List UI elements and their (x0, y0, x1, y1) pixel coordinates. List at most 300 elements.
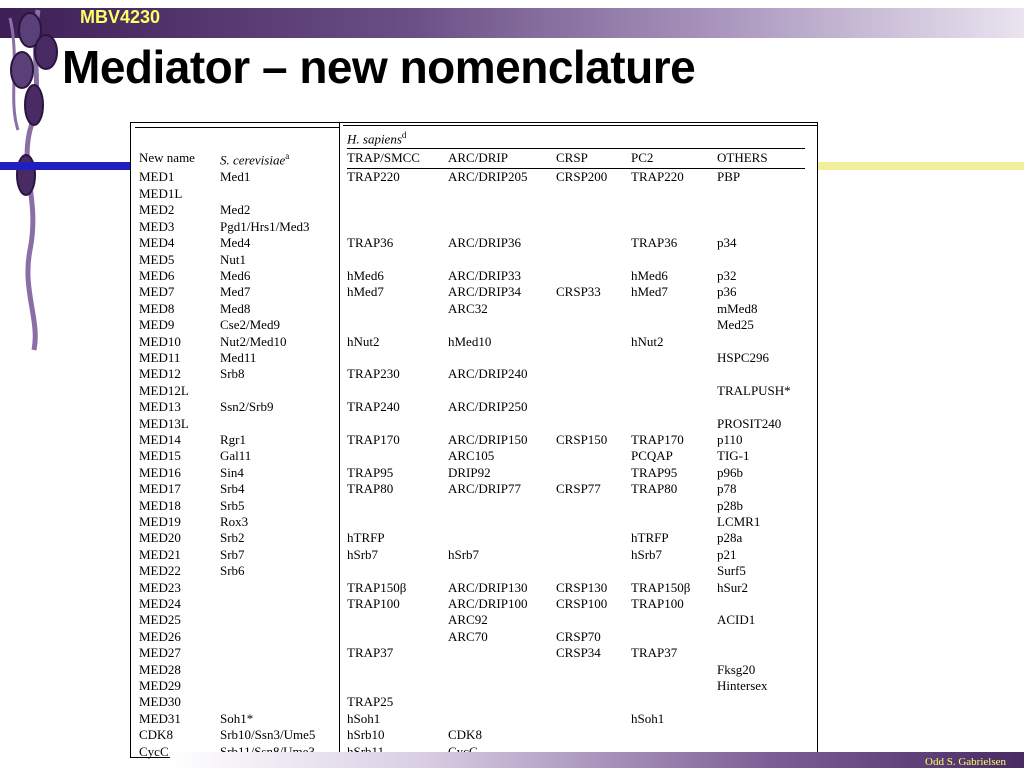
table-cell: Fksg20 (717, 661, 756, 677)
table-row (139, 711, 805, 727)
table-cell: MED13 (139, 399, 181, 415)
table-cell: ARC/DRIP100 (448, 596, 528, 612)
table-cell: MED4 (139, 235, 175, 251)
table-cell (220, 629, 347, 645)
table-cell (631, 301, 717, 317)
table-cell: Nut1 (220, 251, 246, 267)
table-cell: MED12 (139, 366, 181, 382)
table-cell (631, 514, 717, 530)
table-cell: CRSP100 (556, 596, 608, 612)
table-cell: HSPC296 (717, 349, 770, 365)
table-cell (448, 563, 556, 579)
table-cell (220, 662, 347, 678)
table-cell: ARC/DRIP150 (448, 431, 528, 447)
table-cell: Med7 (220, 284, 251, 300)
table-cell (448, 350, 556, 366)
table-cell: TRAP220 (631, 169, 684, 185)
table-cell: TRAP80 (631, 481, 678, 497)
table-cell: ARC/DRIP36 (448, 235, 521, 251)
table-row (139, 383, 805, 399)
table-cell (347, 678, 448, 694)
table-row (139, 498, 805, 514)
bead-3 (11, 52, 33, 88)
table-cell (556, 317, 631, 333)
nomenclature-table-card (130, 122, 818, 758)
table-cell (556, 350, 631, 366)
table-header-species-row (139, 127, 805, 148)
table-cell: CRSP77 (556, 481, 601, 497)
table-cell: hMed7 (631, 284, 668, 300)
table-cell (556, 694, 631, 710)
table-cell: TRAP220 (347, 169, 400, 185)
table-cell: Med4 (220, 235, 251, 251)
bead-5 (17, 155, 35, 195)
table-cell: hNut2 (347, 333, 380, 349)
table-cell (631, 416, 717, 432)
table-cell: TRALPUSH* (717, 382, 791, 398)
table-cell: Srb2 (220, 530, 245, 546)
table-cell: p21 (717, 546, 737, 562)
table-row (139, 727, 805, 743)
table-cell (556, 530, 631, 546)
table-cell (717, 252, 805, 268)
table-cell: Srb10/Ssn3/Ume5 (220, 727, 316, 743)
table-cell: Srb8 (220, 366, 245, 382)
table-cell (631, 383, 717, 399)
table-row (139, 563, 805, 579)
table-cell: LCMR1 (717, 514, 761, 529)
table-cell: ARC/DRIP77 (448, 481, 521, 497)
table-cell: MED8 (139, 300, 175, 316)
table-row (139, 350, 805, 366)
table-row (139, 596, 805, 612)
table-cell (556, 186, 631, 202)
table-row (139, 301, 805, 317)
table-cell (448, 202, 556, 218)
table-cell: MED29 (139, 678, 181, 694)
table-cell (556, 563, 631, 579)
table-cell: MED27 (139, 645, 181, 661)
table-cell: ARC/DRIP33 (448, 267, 521, 283)
table-cell: hMed7 (347, 284, 384, 300)
table-cell: Med1 (220, 169, 251, 185)
table-cell (448, 498, 556, 514)
table-rule (343, 125, 817, 126)
table-cell: TRAP37 (631, 645, 678, 661)
table-cell: p110 (717, 431, 743, 447)
table-cell (631, 317, 717, 333)
table-cell: TRAP95 (631, 464, 678, 480)
table-cell: TRAP150β (631, 579, 691, 595)
table-row (139, 366, 805, 382)
table-row (139, 252, 805, 268)
table-cell (220, 416, 347, 432)
table-cell: Gal11 (220, 448, 252, 464)
table-cell (717, 399, 805, 415)
table-cell (717, 629, 805, 645)
table-cell (556, 202, 631, 218)
table-cell: Med2 (220, 202, 251, 218)
table-cell: CRSP130 (556, 579, 608, 595)
table-cell (448, 711, 556, 727)
table-row (139, 432, 805, 448)
table-cell (717, 694, 805, 710)
table-cell (631, 202, 717, 218)
table-cell: ARC/DRIP240 (448, 366, 528, 382)
table-cell (220, 678, 347, 694)
table-cell: MED11 (139, 349, 181, 365)
table-cell: Ssn2/Srb9 (220, 399, 274, 415)
table-row (139, 334, 805, 350)
table-cell (347, 252, 448, 268)
table-cell: CDK8 (448, 727, 482, 743)
table-cell: ARC32 (448, 300, 488, 316)
table-cell: Srb6 (220, 563, 245, 579)
table-cell (347, 416, 448, 432)
table-cell (631, 186, 717, 202)
table-cell: hSrb7 (448, 546, 480, 562)
table-cell: hMed10 (448, 333, 492, 349)
table-cell: CRSP150 (556, 431, 608, 447)
table-cell (717, 334, 805, 350)
table-cell: CDK8 (139, 727, 173, 743)
table-cell: PROSIT240 (717, 415, 782, 431)
table-cell: MED9 (139, 317, 175, 333)
table-cell: TRAP170 (631, 431, 684, 447)
table-cell: Srb5 (220, 497, 245, 513)
table-cell: PBP (717, 169, 741, 185)
table-cell (717, 366, 805, 382)
table-row (139, 580, 805, 596)
table-cell: ARC/DRIP130 (448, 579, 528, 595)
table-row (139, 448, 805, 464)
table-cell: CRSP70 (556, 628, 601, 644)
table-cell (556, 383, 631, 399)
bead-2 (35, 35, 57, 69)
table-cell: TRAP150β (347, 579, 407, 595)
table-cell: hMed6 (631, 267, 668, 283)
table-cell: CycC (139, 743, 169, 759)
table-cell (347, 383, 448, 399)
header-empty-cell (139, 127, 220, 148)
table-cell (448, 694, 556, 710)
footer-band (170, 752, 1024, 768)
table-cell (347, 629, 448, 645)
header-column: TRAP/SMCC (347, 148, 448, 169)
header-cerevisiae-footnote: a (285, 151, 290, 162)
table-cell: hSrb7 (347, 546, 379, 562)
table-cell: TRAP25 (347, 694, 394, 710)
table-cell: MED24 (139, 596, 181, 612)
table-cell: TRAP95 (347, 464, 394, 480)
table-cell: TRAP36 (347, 235, 394, 251)
table-cell (556, 662, 631, 678)
table-cell (717, 727, 805, 743)
table-cell (220, 694, 347, 710)
table-cell (717, 219, 805, 235)
table-cell: p78 (717, 481, 737, 497)
table-cell: hSrb7 (631, 546, 663, 562)
table-row (139, 416, 805, 432)
table-cell (347, 563, 448, 579)
table-row (139, 235, 805, 251)
table-cell (448, 219, 556, 235)
table-cell: TIG-1 (717, 448, 750, 464)
table-row (139, 678, 805, 694)
table-cell: Sin4 (220, 464, 244, 480)
table-cell: Pgd1/Hrs1/Med3 (220, 218, 310, 234)
table-cell: MED16 (139, 464, 181, 480)
header-new-name: New name (139, 150, 195, 166)
table-cell: TRAP100 (631, 596, 684, 612)
table-cell (631, 612, 717, 628)
table-cell: MED21 (139, 546, 181, 562)
header-column: PC2 (631, 148, 717, 169)
table-cell: MED18 (139, 497, 181, 513)
table-cell (347, 514, 448, 530)
table-cell (631, 694, 717, 710)
table-row (139, 645, 805, 661)
table-cell: hMed6 (347, 267, 384, 283)
header-column: OTHERS (717, 148, 805, 169)
table-cell (556, 334, 631, 350)
table-cell: p34 (717, 235, 737, 251)
table-row (139, 662, 805, 678)
table-cell: p28b (717, 497, 743, 513)
table-row (139, 169, 805, 186)
table-cell: Nut2/Med10 (220, 333, 287, 349)
table-cell (556, 235, 631, 251)
table-row (139, 514, 805, 530)
table-cell: ACID1 (717, 612, 756, 628)
table-cell: ARC/DRIP205 (448, 169, 528, 185)
table-row (139, 317, 805, 333)
table-cell: TRAP37 (347, 645, 394, 661)
table-cell (448, 645, 556, 661)
header-species-label: H. sapiens (347, 131, 402, 147)
table-cell (556, 678, 631, 694)
table-cell: MED6 (139, 267, 175, 283)
table-cell: MED3 (139, 218, 175, 234)
table-cell (347, 448, 448, 464)
table-cell: ARC/DRIP250 (448, 399, 528, 415)
table-cell (448, 530, 556, 546)
table-cell (347, 317, 448, 333)
table-cell: ARC105 (448, 448, 495, 464)
table-cell: ARC92 (448, 612, 488, 628)
table-cell (631, 563, 717, 579)
table-cell: MED23 (139, 579, 181, 595)
table-cell: MED1L (139, 185, 183, 201)
table-cell (347, 498, 448, 514)
table-cell (556, 301, 631, 317)
table-cell: MED17 (139, 481, 181, 497)
nomenclature-table (139, 127, 805, 760)
table-cell: p96b (717, 464, 743, 480)
table-cell: MED2 (139, 202, 175, 218)
header-column: ARC/DRIP (448, 148, 556, 169)
table-cell: p28a (717, 530, 743, 546)
table-cell (631, 629, 717, 645)
table-row (139, 465, 805, 481)
table-cell (448, 252, 556, 268)
header-species-footnote: d (401, 130, 407, 140)
table-cell: MED28 (139, 661, 181, 677)
table-cell: MED14 (139, 431, 181, 447)
table-cell: MED25 (139, 612, 181, 628)
table-cell (448, 186, 556, 202)
table-cell (556, 366, 631, 382)
table-cell: hSoh1 (347, 710, 381, 726)
table-row (139, 547, 805, 563)
table-cell (631, 399, 717, 415)
table-cell: MED30 (139, 694, 181, 710)
table-cell (631, 662, 717, 678)
table-row (139, 186, 805, 202)
table-cell (556, 465, 631, 481)
table-cell (631, 727, 717, 743)
table-cell: MED1 (139, 169, 175, 185)
table-cell: CRSP33 (556, 284, 601, 300)
table-cell: Med11 (220, 349, 257, 365)
table-header-row (139, 148, 805, 169)
table-row (139, 284, 805, 300)
divider-band-right (815, 162, 1024, 170)
table-cell: PCQAP (631, 448, 673, 464)
header-cerevisiae-label: S. cerevisiae (220, 152, 286, 168)
table-cell (347, 612, 448, 628)
table-cell (448, 317, 556, 333)
table-cell: DRIP92 (448, 464, 491, 480)
table-cell: Soh1* (220, 710, 254, 726)
table-cell (556, 711, 631, 727)
table-cell (631, 366, 717, 382)
table-cell: Med8 (220, 300, 251, 316)
table-cell: CRSP200 (556, 169, 608, 185)
table-cell (347, 202, 448, 218)
table-cell: hNut2 (631, 333, 664, 349)
table-cell: Rox3 (220, 514, 249, 529)
table-cell (631, 350, 717, 366)
table-row (139, 481, 805, 497)
table-cell (220, 645, 347, 661)
table-cell: TRAP80 (347, 481, 394, 497)
table-cell (448, 678, 556, 694)
table-cell (556, 219, 631, 235)
table-cell (631, 219, 717, 235)
table-cell: MED12L (139, 382, 189, 398)
table-row (139, 629, 805, 645)
header-empty-cell (220, 127, 347, 148)
table-cell: Srb7 (220, 546, 245, 562)
bead-4 (25, 85, 43, 125)
table-cell (717, 711, 805, 727)
table-cell: hSur2 (717, 579, 749, 595)
table-cell (448, 514, 556, 530)
slide-title: Mediator – new nomenclature (62, 41, 696, 93)
header-species (347, 127, 805, 148)
header-column: CRSP (556, 148, 631, 169)
table-cell (556, 416, 631, 432)
table-cell (220, 383, 347, 399)
table-row (139, 612, 805, 628)
table-cell (717, 596, 805, 612)
table-cell: MED13L (139, 415, 189, 431)
table-cell: Hintersex (717, 678, 768, 694)
table-cell: MED26 (139, 628, 181, 644)
table-cell (556, 727, 631, 743)
table-cell: Rgr1 (220, 431, 246, 447)
table-cell (220, 186, 347, 202)
table-cell (556, 514, 631, 530)
footer-author: Odd S. Gabrielsen (925, 756, 1006, 768)
table-cell: CRSP34 (556, 645, 601, 661)
table-cell: MED31 (139, 710, 181, 726)
table-cell: mMed8 (717, 300, 758, 316)
table-cell (556, 448, 631, 464)
table-cell: ARC/DRIP34 (448, 284, 521, 300)
table-cell: TRAP170 (347, 431, 400, 447)
table-cell: MED22 (139, 563, 181, 579)
table-cell (347, 186, 448, 202)
table-cell: MED5 (139, 251, 175, 267)
table-cell: TRAP230 (347, 366, 400, 382)
table-cell (556, 612, 631, 628)
table-cell: Cse2/Med9 (220, 317, 280, 333)
table-cell (717, 645, 805, 661)
table-cell: MED20 (139, 530, 181, 546)
table-row (139, 694, 805, 710)
table-cell: p32 (717, 267, 737, 283)
table-cell (347, 219, 448, 235)
table-cell: MED7 (139, 284, 175, 300)
table-cell (347, 350, 448, 366)
table-row (139, 202, 805, 218)
table-cell (556, 252, 631, 268)
table-cell: ARC70 (448, 628, 488, 644)
table-cell: MED15 (139, 448, 181, 464)
table-cell (631, 498, 717, 514)
table-cell: MED19 (139, 514, 181, 529)
table-cell: hSrb10 (347, 727, 385, 743)
table-cell: Srb4 (220, 481, 245, 497)
table-cell (220, 580, 347, 596)
table-cell (220, 612, 347, 628)
table-cell (448, 383, 556, 399)
table-cell (448, 662, 556, 678)
table-row (139, 268, 805, 284)
table-cell (556, 547, 631, 563)
table-cell: Med25 (717, 317, 754, 333)
table-cell: MED10 (139, 333, 181, 349)
table-cell (717, 186, 805, 202)
table-cell: p36 (717, 284, 737, 300)
table-cell (556, 268, 631, 284)
table-cell: hTRFP (347, 530, 385, 546)
table-cell: TRAP36 (631, 235, 678, 251)
table-cell: Surf5 (717, 563, 746, 579)
table-cell (347, 301, 448, 317)
table-cell (448, 416, 556, 432)
table-cell: TRAP100 (347, 596, 400, 612)
table-row (139, 530, 805, 546)
table-cell (631, 678, 717, 694)
table-cell (556, 399, 631, 415)
table-cell (220, 596, 347, 612)
table-cell: hTRFP (631, 530, 669, 546)
table-cell: TRAP240 (347, 399, 400, 415)
table-cell (556, 498, 631, 514)
